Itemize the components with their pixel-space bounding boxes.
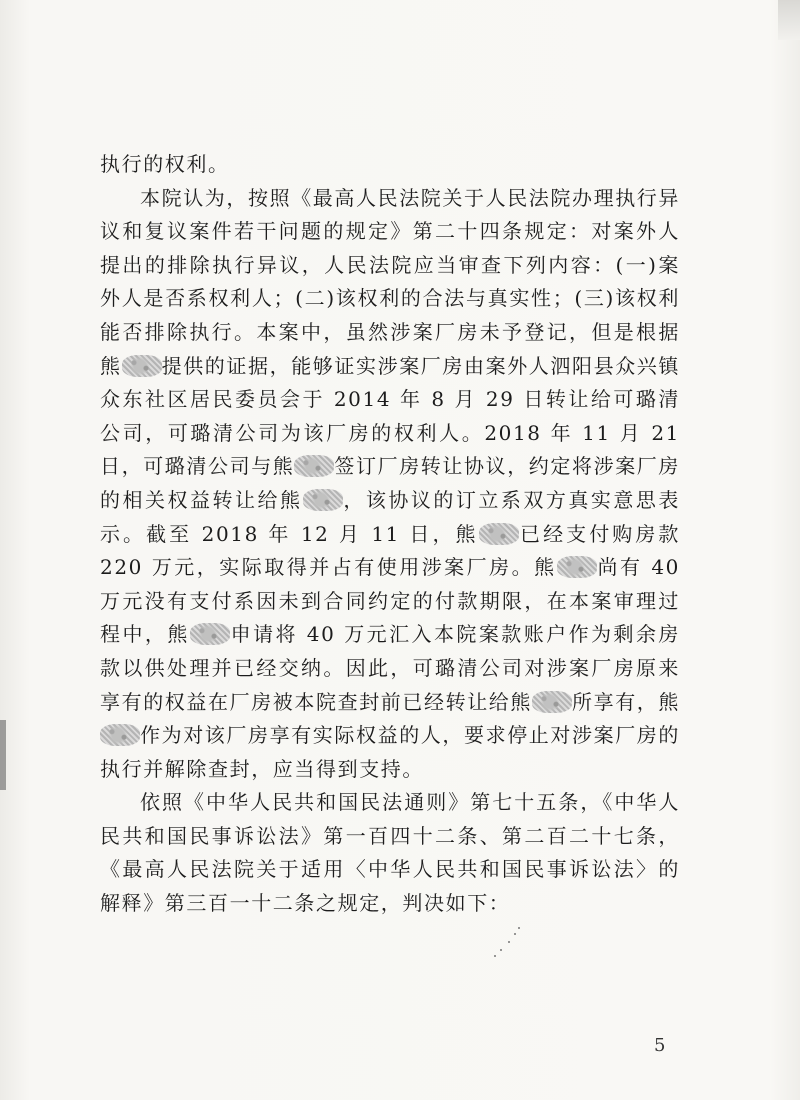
paragraph [100,148,680,182]
redaction-mark [479,523,519,545]
paragraph-text: 作为对该厂房享有实际权益的人，要求停止对涉案厂房的执行并解除查封，应当得到支持。 [100,723,680,781]
page-number: 5 [654,1035,666,1056]
redaction-mark [190,623,230,645]
paragraph-text: 已经支付购房款 220 万元，实际取得并占有使用涉案厂房。熊 [100,521,680,580]
scan-edge-mark [0,720,6,790]
redaction-mark [122,355,162,377]
redaction-mark [303,489,343,511]
redaction-mark [532,691,572,713]
paragraph-text: 执行的权利。 [100,152,230,176]
redaction-mark [100,724,140,746]
paragraph-text: 本院认为，按照《最高人民法院关于人民法院办理执行异议和复议案件若干问题的规定》第二十四条规定：对案外人提出的排除执行异议，人民法院应当审查下列内容：(一)案外人是否系权利人；(二)该权利的合法与真实性；(三)该权利能否排除执行。本案中，虽然涉案厂房未予登记，但是根据熊 [100,185,680,378]
redaction-mark [294,455,334,477]
paragraph-text: 依照《中华人民共和国民法通则》第七十五条，《中华人民共和国民事诉讼法》第一百四十二条、第二百二十七条，《最高人民法院关于适用〈中华人民共和国民事诉讼法〉的解释》第三百一十二条之规定，判决如下： [100,790,680,916]
paragraph [100,786,680,920]
paragraph-text: 提供的证据，能够证实涉案厂房由案外人泗阳县众兴镇众东社区居民委员会于 2014 年 8 月 29 日转让给可璐清公司，可璐清公司为该厂房的权利人。2018 年 11 月 21 日，可璐清公司与熊 [100,353,681,479]
paragraph-text: 尚有 40 万元没有支付系因未到合同约定的付款期限，在本案审理过程中，熊 [100,555,681,647]
paragraph [100,182,680,787]
paragraph-text: 签订厂房转让协议，约定将涉案厂房的相关权益转让给熊 [100,454,681,512]
scan-speck [488,925,528,965]
paragraph-text: 申请将 40 万元汇入本院案款账户作为剩余房款以供处理并已经交纳。因此，可璐清公司对涉案厂房原来享有的权益在厂房被本院查封前已经转让给熊 [100,622,680,714]
scan-corner-shadow [778,0,800,40]
paragraph-text: ，该协议的订立系双方真实意思表示。截至 2018 年 12 月 11 日，熊 [100,487,680,546]
paragraph-text: 所享有，熊 [572,689,680,714]
document-body [100,148,680,921]
redaction-mark [557,556,597,578]
